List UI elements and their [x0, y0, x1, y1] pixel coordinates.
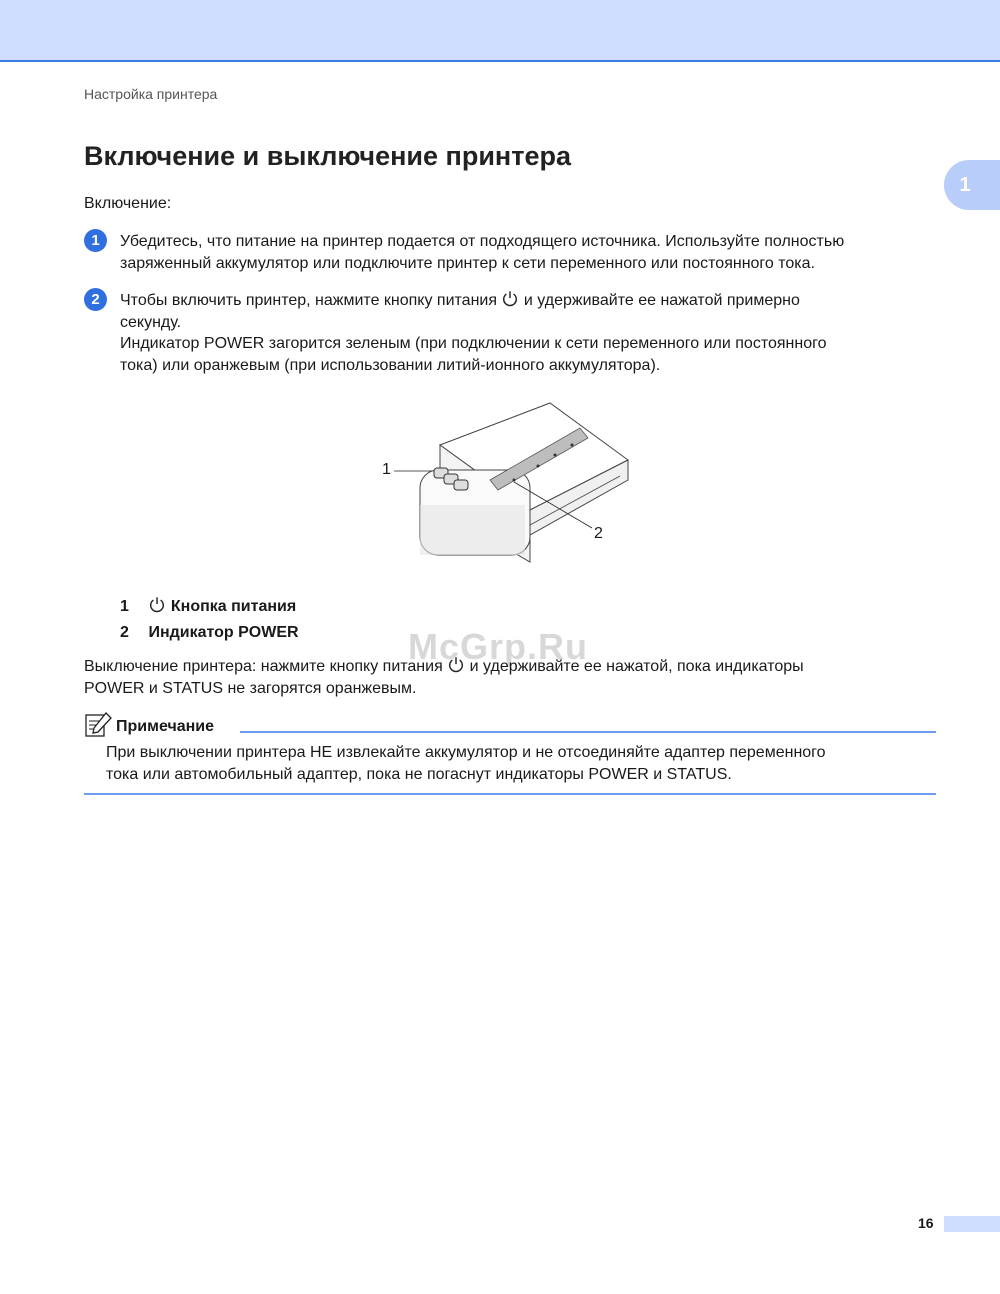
- footer-tab: [944, 1216, 1000, 1232]
- step-text: и удерживайте ее нажатой примерно: [523, 292, 800, 309]
- note-divider: [240, 731, 936, 733]
- paragraph-line: [84, 656, 944, 678]
- step-line: Убедитесь, что питание на принтер подается от подходящего источника. Используйте полностью: [120, 233, 845, 250]
- legend-item: [120, 596, 296, 616]
- step-text: Чтобы включить принтер, нажмите кнопку питания: [120, 292, 498, 309]
- page-title: Включение и выключение принтера: [84, 141, 571, 171]
- note-body: [106, 742, 936, 785]
- power-icon: [447, 656, 465, 674]
- intro-text: Включение:: [84, 195, 172, 212]
- header-band: [0, 0, 1000, 62]
- step-2: [84, 290, 944, 376]
- note-line: тока или автомобильный адаптер, пока не погаснут индикаторы POWER и STATUS.: [106, 765, 732, 783]
- step-number-badge: 1: [84, 229, 107, 252]
- step-line: Индикатор POWER загорится зеленым (при подключении к сети переменного или постоянного: [120, 335, 827, 352]
- step-number-badge: 2: [84, 288, 107, 311]
- note-pencil-icon: [84, 712, 112, 738]
- step-line: тока) или оранжевым (при использовании литий-ионного аккумулятора).: [120, 356, 661, 374]
- step-line: [120, 290, 944, 312]
- callout-2: 2: [594, 525, 603, 542]
- legend-item: [120, 624, 299, 642]
- callout-1: 1: [382, 461, 391, 478]
- note-bottom-rule: [84, 793, 936, 795]
- step-line: секунду.: [120, 313, 182, 331]
- power-off-text: [84, 656, 944, 699]
- step-1: [84, 231, 944, 274]
- watermark: McGrp.Ru: [408, 626, 589, 667]
- page-number: 16: [918, 1215, 934, 1231]
- paragraph-text: Выключение принтера: нажмите кнопку питания: [84, 658, 443, 675]
- step-line: заряженный аккумулятор или подключите принтер к сети переменного или постоянного тока.: [120, 254, 815, 272]
- legend-label: Индикатор POWER: [148, 624, 299, 641]
- breadcrumb: Настройка принтера: [84, 86, 218, 102]
- paragraph-text: и удерживайте ее нажатой, пока индикаторы: [469, 658, 804, 675]
- legend-number: 1: [120, 598, 129, 615]
- chapter-tab: 1: [944, 160, 1000, 210]
- power-icon: [501, 290, 519, 308]
- note-header: [84, 712, 936, 738]
- power-icon: [148, 596, 166, 614]
- paragraph-line: POWER и STATUS не загорятся оранжевым.: [84, 679, 417, 697]
- legend-label: Кнопка питания: [170, 598, 297, 615]
- legend-number: 2: [120, 624, 129, 641]
- note-title: Примечание: [116, 718, 215, 735]
- printer-illustration: [380, 400, 630, 570]
- note-line: При выключении принтера НЕ извлекайте аккумулятор и не отсоединяйте адаптер переменного: [106, 744, 826, 761]
